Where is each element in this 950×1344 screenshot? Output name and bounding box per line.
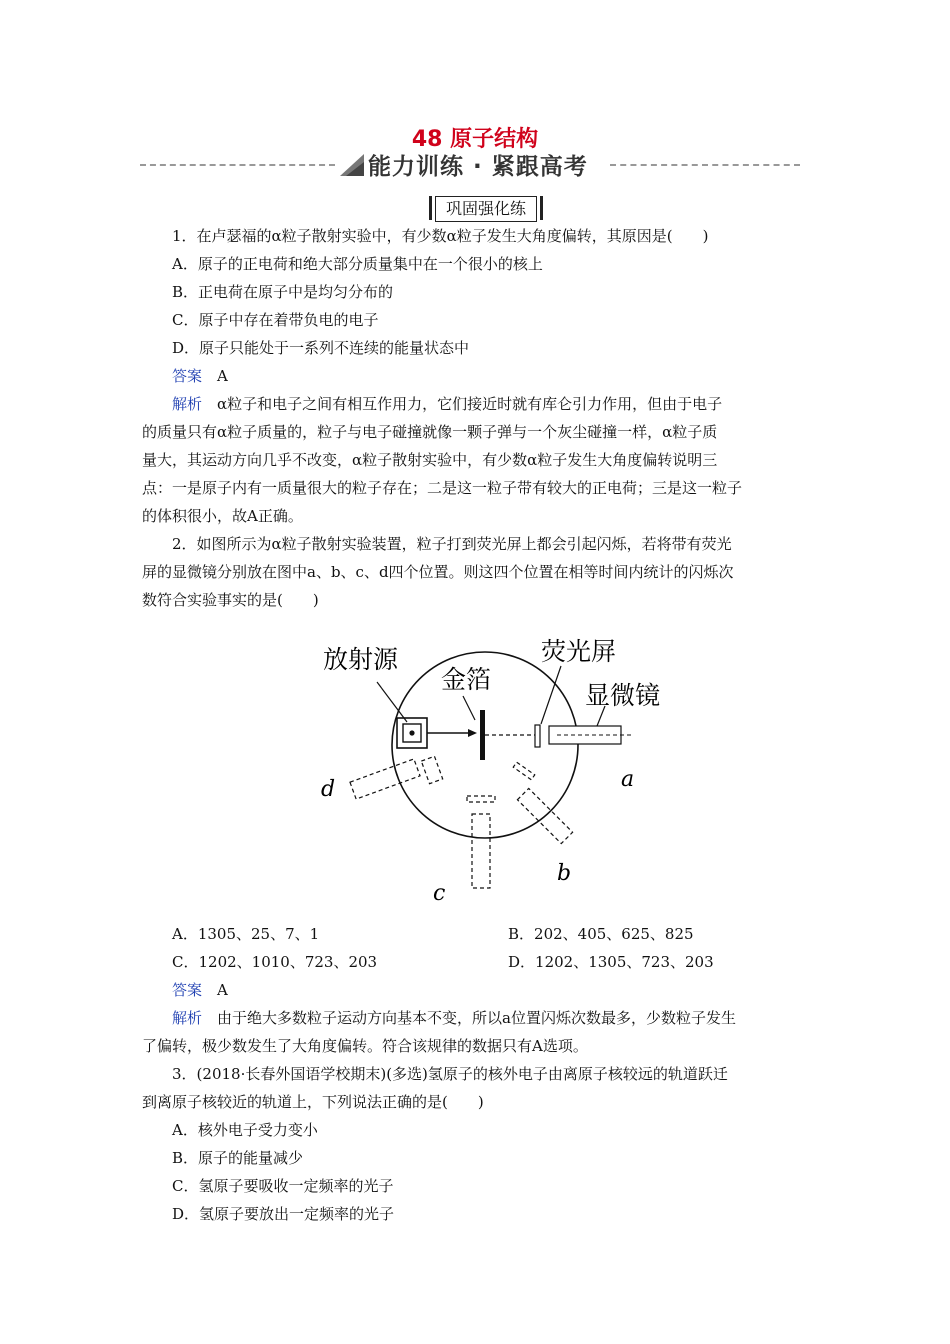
section-banner	[140, 148, 800, 182]
q1-option-a: A．原子的正电荷和绝大部分质量集中在一个很小的核上	[172, 255, 543, 273]
q1-analysis-line-4: 点：一是原子内有一质量很大的粒子存在；二是这一粒子带有较大的正电荷；三是这一粒子	[142, 479, 743, 497]
q3-option-d: D．氢原子要放出一定频率的光子	[172, 1205, 395, 1223]
microscope-position-b-icon	[513, 762, 572, 843]
q1-option-d: D．原子只能处于一系列不连续的能量状态中	[172, 339, 470, 357]
q3-stem-line-1: 3．(2018·长春外国语学校期末)(多选)氢原子的核外电子由离原子核较远的轨道跃迁	[172, 1065, 728, 1083]
q2-stem-line-1: 2．如图所示为α粒子散射实验装置，粒子打到荧光屏上都会引起闪烁，若将带有荧光	[172, 535, 732, 553]
q2-analysis-text-1: 由于绝大多数粒子运动方向基本不变，所以a位置闪烁次数最多，少数粒子发生	[217, 1009, 736, 1027]
q1-stem: 1．在卢瑟福的α粒子散射实验中，有少数α粒子发生大角度偏转，其原因是( )	[172, 227, 709, 245]
section-title: 巩固强化练	[435, 196, 537, 222]
q2-analysis-line-2: 了偏转，极少数发生了大角度偏转。符合该规律的数据只有A选项。	[142, 1037, 588, 1055]
q2-stem-line-2: 屏的显微镜分别放在图中a、b、c、d四个位置。则这四个位置在相等时间内统计的闪烁次	[142, 563, 734, 581]
radioactive-source-icon	[397, 718, 427, 748]
foil-label: 金箔	[441, 665, 492, 694]
q3-option-c: C．氢原子要吸收一定频率的光子	[172, 1177, 394, 1195]
q1-analysis-line-1	[142, 394, 814, 414]
q1-analysis-label: 解析	[172, 395, 203, 413]
position-c-label: c	[433, 881, 446, 906]
screen-label: 荧光屏	[541, 637, 617, 666]
q2-analysis-label: 解析	[172, 1009, 203, 1027]
q3-stem-line-2: 到离原子核较近的轨道上，下列说法正确的是( )	[142, 1093, 484, 1111]
q1-answer	[142, 366, 814, 386]
microscope-position-d-icon	[350, 756, 443, 799]
source-label: 放射源	[323, 645, 399, 674]
q2-stem-line-3: 数符合实验事实的是( )	[142, 591, 319, 609]
position-d-label: d	[321, 777, 336, 802]
banner-left-divider	[140, 164, 335, 166]
q2-option-d: D．1202、1305、723、203	[508, 953, 714, 971]
foil-label-leader	[463, 696, 475, 720]
q2-answer-label: 答案	[172, 981, 203, 999]
q2-option-a: A．1305、25、7、1	[172, 925, 320, 943]
banner-right-divider	[610, 164, 800, 166]
q2-analysis-line-1	[142, 1008, 814, 1028]
microscope-label: 显微镜	[585, 681, 660, 710]
section-bar-left	[429, 196, 432, 220]
section-header	[426, 196, 546, 226]
q1-option-c: C．原子中存在着带负电的电子	[172, 311, 379, 329]
q3-option-b: B．原子的能量减少	[172, 1149, 304, 1167]
q3-option-a: A．核外电子受力变小	[172, 1121, 318, 1139]
microscope-position-a-icon	[535, 725, 631, 747]
section-bar-right	[540, 196, 543, 220]
banner-text: 能力训练 · 紧跟高考	[368, 154, 588, 180]
gold-foil	[480, 710, 485, 760]
q1-analysis-line-3: 量大，其运动方向几乎不改变，α粒子散射实验中，有少数α粒子发生大角度偏转说明三	[142, 451, 718, 469]
position-b-label: b	[557, 861, 572, 886]
q2-answer-value: A	[217, 981, 228, 999]
q1-analysis-text-1: α粒子和电子之间有相互作用力，它们接近时就有库仑引力作用，但由于电子	[217, 395, 723, 413]
q2-option-b: B．202、405、625、825	[508, 925, 694, 943]
q1-option-b: B．正电荷在原子中是均匀分布的	[172, 283, 394, 301]
microscope-position-c-icon	[467, 796, 495, 888]
position-a-label: a	[621, 767, 635, 792]
q1-analysis-line-2: 的质量只有α粒子质量的，粒子与电子碰撞就像一颗子弹与一个灰尘碰撞一样，α粒子质	[142, 423, 718, 441]
q1-answer-value: A	[217, 367, 228, 385]
scattering-apparatus-figure	[305, 610, 660, 910]
q1-answer-label: 答案	[172, 367, 203, 385]
q2-option-c: C．1202、1010、723、203	[172, 953, 378, 971]
beam-arrow-icon	[468, 729, 477, 737]
page-title: 48 原子结构	[411, 127, 539, 152]
q1-analysis-line-5: 的体积很小，故A正确。	[142, 507, 303, 525]
q2-answer	[142, 980, 814, 1000]
screen-label-leader	[541, 666, 561, 724]
banner-stairs-icon	[338, 150, 366, 178]
